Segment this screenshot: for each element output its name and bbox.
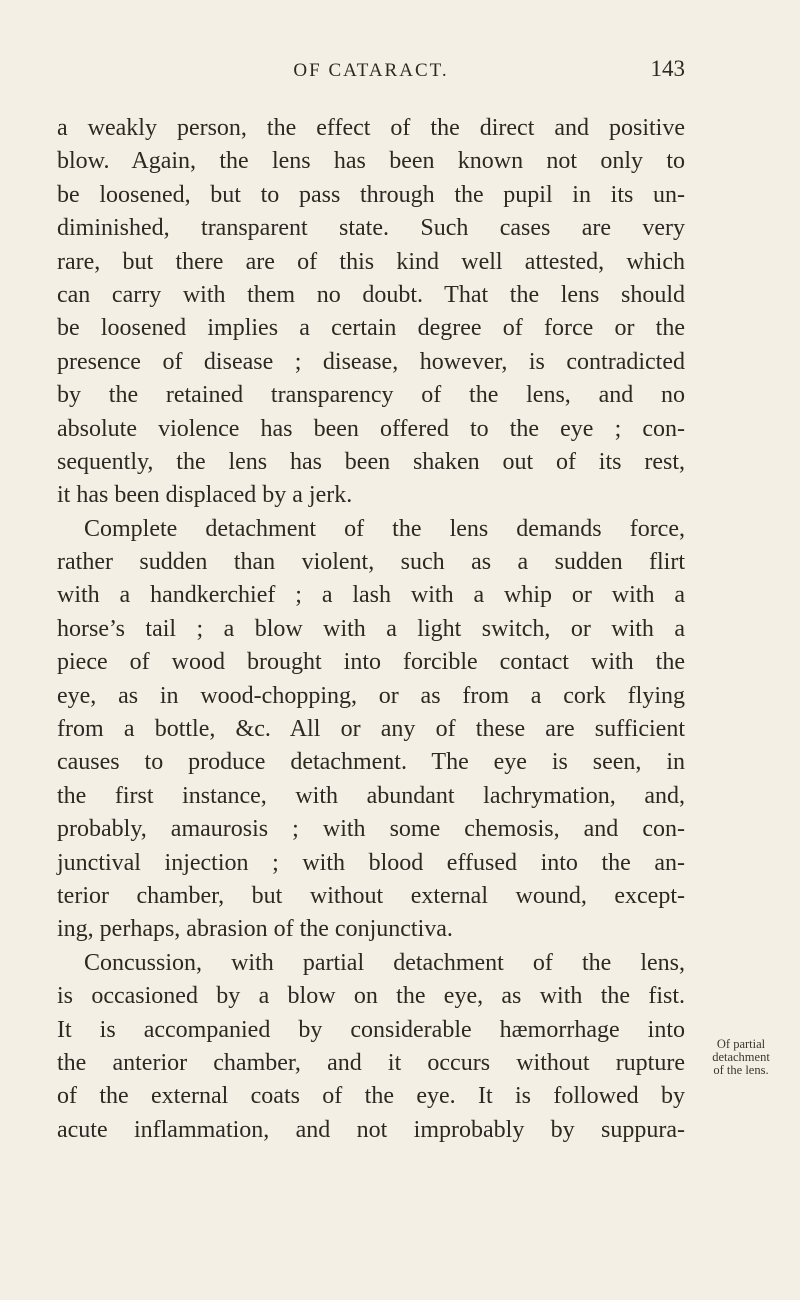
text-line: eye, as in wood-chopping, or as from a cork flying [57, 682, 685, 709]
text-line: from a bottle, &c. All or any of these are sufficient [57, 716, 685, 743]
text-line: absolute violence has been offered to the eye ; con- [57, 415, 685, 442]
margin-note-line: Of partial [716, 1037, 766, 1051]
text-line: of the external coats of the eye. It is followed by [57, 1083, 685, 1110]
text-line: it has been displaced by a jerk. [57, 482, 353, 509]
paragraph-start-line: Concussion, with partial detachment of the lens, [84, 949, 685, 976]
text-line: the anterior chamber, and it occurs without rupture [57, 1049, 685, 1076]
margin-note-line: detachment [712, 1050, 770, 1064]
margin-note-line: of the lens. [713, 1063, 769, 1077]
text-line: junctival injection ; with blood effused into the an- [57, 849, 685, 876]
paragraph-start-line: Complete detachment of the lens demands force, [84, 515, 685, 542]
text-line: presence of disease ; disease, however, is contradicted [57, 348, 685, 375]
text-line: rare, but there are of this kind well attested, which [57, 248, 685, 275]
text-line: ing, perhaps, abrasion of the conjunctiva. [57, 916, 453, 943]
text-line: It is accompanied by considerable hæmorrhage into [57, 1016, 685, 1043]
text-line: can carry with them no doubt. That the lens should [57, 281, 685, 308]
body-text [57, 112, 685, 1147]
text-line: diminished, transparent state. Such cases are very [57, 215, 685, 242]
text-line: the first instance, with abundant lachrymation, and, [57, 782, 685, 809]
text-line: sequently, the lens has been shaken out of its rest, [57, 448, 685, 475]
text-line: be loosened implies a certain degree of force or the [57, 315, 685, 342]
text-line: acute inflammation, and not improbably by suppura- [57, 1116, 685, 1143]
text-line: piece of wood brought into forcible contact with the [57, 649, 685, 676]
text-line: blow. Again, the lens has been known not only to [57, 148, 685, 175]
text-line: a weakly person, the effect of the direct and positive [57, 115, 685, 141]
text-line: rather sudden than violent, such as a sudden flirt [57, 549, 685, 576]
text-line: terior chamber, but without external wound, except- [57, 882, 685, 909]
margin-note [698, 1038, 784, 1077]
text-line: causes to produce detachment. The eye is seen, in [57, 749, 685, 776]
text-line: probably, amaurosis ; with some chemosis, and con- [57, 816, 685, 843]
page-number: 143 [650, 56, 685, 81]
text-line: is occasioned by a blow on the eye, as with the fist. [57, 983, 685, 1010]
running-title: OF CATARACT. [293, 60, 449, 81]
text-line: by the retained transparency of the lens, and no [57, 382, 685, 409]
text-line: with a handkerchief ; a lash with a whip or with a [57, 582, 685, 609]
running-head [57, 56, 685, 86]
text-line: horse’s tail ; a blow with a light switch, or with a [57, 615, 685, 642]
text-line: be loosened, but to pass through the pupil in its un- [57, 181, 685, 208]
